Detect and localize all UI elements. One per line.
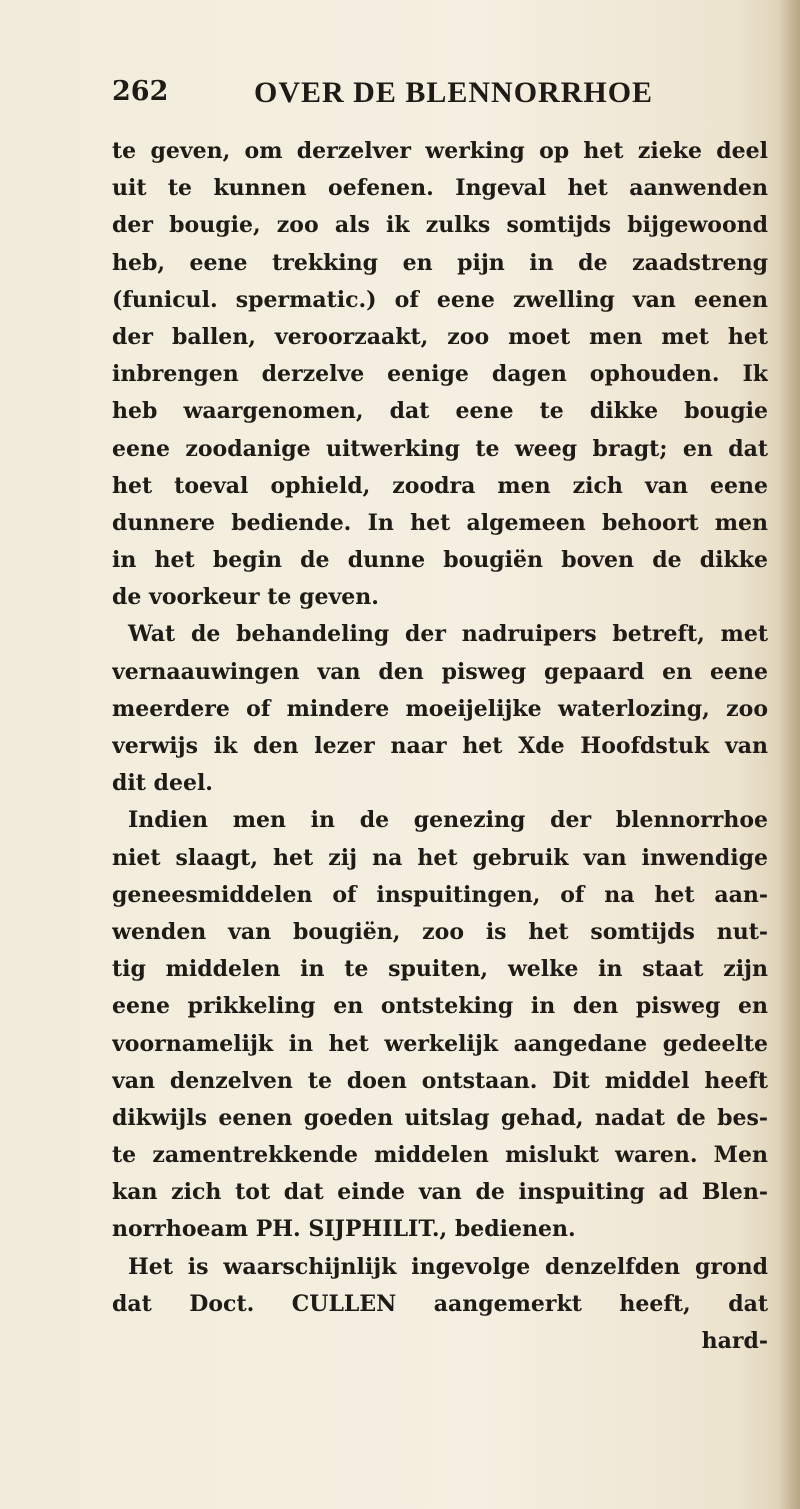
text-line: der ballen, veroorzaakt, zoo moet men met het [112,323,768,350]
text-line: inbrengen derzelve eenige dagen ophouden. Ik [112,361,768,388]
text-line: Het is waarschijnlijk ingevolge denzelfden grond [128,1253,768,1280]
text-line: heb, eene trekking en pijn in de zaadstreng [112,249,768,276]
text-line: norrhoeam PH. SIJPHILIT., bedienen. [112,1216,576,1243]
text-line: geneesmiddelen of inspuitingen, of na het aan- [112,881,768,908]
text-line: eene zoodanige uitwerking te weeg bragt; en dat [112,435,768,462]
text-line: dikwijls eenen goeden uitslag gehad, nadat de bes- [112,1104,768,1131]
text-line: der bougie, zoo als ik zulks somtijds bijgewoond [112,212,768,239]
text-line: voornamelijk in het werkelijk aangedane gedeelte [112,1030,768,1057]
text-line: heb waargenomen, dat eene te dikke bougie [112,398,768,425]
page-edge-shadow [778,0,800,1509]
text-line: uit te kunnen oefenen. Ingeval het aanwenden [112,175,768,202]
text-line: eene prikkeling en ontsteking in den pisweg en [112,993,768,1020]
text-line: Wat de behandeling der nadruipers betreft, met [128,621,768,648]
text-line: dunnere bediende. In het algemeen behoort men [112,509,768,536]
page-number: 262 [112,76,169,107]
text-line: de voorkeur te geven. [112,584,379,611]
text-line: tig middelen in te spuiten, welke in staat zijn [112,956,768,983]
text-line: wenden van bougiën, zoo is het somtijds nut- [112,918,768,945]
text-line: (funicul. spermatic.) of eene zwelling van eenen [112,286,768,313]
text-line: Indien men in de genezing der blennorrhoe [128,807,768,834]
running-head: OVER DE BLENNORRHOE [254,76,654,109]
text-line: te zamentrekkende middelen mislukt waren. Men [112,1142,768,1169]
text-line: niet slaagt, het zij na het gebruik van inwendige [112,844,768,871]
catchword: hard- [701,1328,768,1354]
text-line: het toeval ophield, zoodra men zich van eene [112,472,768,499]
text-line: kan zich tot dat einde van de inspuiting ad Blen- [112,1179,768,1206]
text-line: verwijs ik den lezer naar het Xde Hoofdstuk van [112,733,768,759]
text-line: van denzelven te doen ontstaan. Dit middel heeft [112,1067,768,1094]
text-line: in het begin de dunne bougiën boven de dikke [112,547,768,574]
text-line: vernaauwingen van den pisweg gepaard en eene [112,658,768,685]
page-header [112,70,672,114]
body-text [112,133,768,1360]
text-line: dat Doct. CULLEN aangemerkt heeft, dat [112,1290,768,1317]
text-line: meerdere of mindere moeijelijke waterlozing, zoo [112,695,768,722]
text-line: dit deel. [112,770,213,797]
text-line: te geven, om derzelver werking op het zieke deel [112,138,768,164]
